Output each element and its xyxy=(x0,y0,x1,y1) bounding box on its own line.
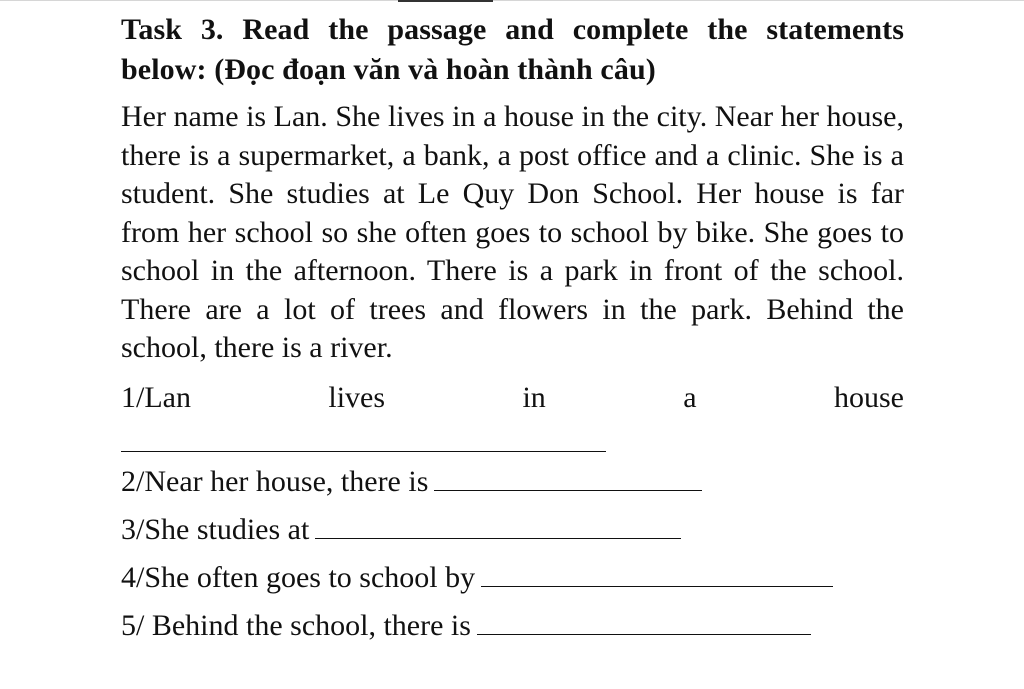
question-5 xyxy=(121,606,904,646)
question-1-word: a xyxy=(683,380,697,414)
question-1-word: 1/Lan xyxy=(121,380,191,414)
question-1-word: house xyxy=(833,380,904,414)
question-3 xyxy=(121,510,904,550)
question-3-answer-blank[interactable] xyxy=(315,514,681,539)
question-2 xyxy=(121,462,904,502)
question-3-prompt: 3/She studies at xyxy=(121,512,310,546)
reading-passage: Her name is Lan. She lives in a house in the city. Near her house, there is a supermarket, a bank, a post office and a clinic. She is a student. She studies at Le Quy Don School. Her house is far from her school so she often goes to school by bike. She goes to school in the afternoon. There is a park in front of the school. There are a lot of trees and flowers in the park. Behind the school, there is a river. xyxy=(121,100,904,364)
question-2-answer-blank[interactable] xyxy=(434,466,702,491)
previous-line-fragment xyxy=(398,0,493,2)
question-1-answer-blank[interactable] xyxy=(121,451,606,452)
question-1 xyxy=(121,378,904,418)
question-5-answer-blank[interactable] xyxy=(477,610,811,635)
worksheet xyxy=(121,10,904,646)
question-5-prompt: 5/ Behind the school, there is xyxy=(121,608,471,642)
question-2-prompt: 2/Near her house, there is xyxy=(121,464,429,498)
question-4 xyxy=(121,558,904,598)
question-4-prompt: 4/She often goes to school by xyxy=(121,560,476,594)
question-1-word: in xyxy=(522,380,546,414)
question-4-answer-blank[interactable] xyxy=(481,562,833,587)
task-title: Task 3. Read the passage and complete the statements below: (Đọc đoạn văn và hoàn thành câu) xyxy=(121,13,904,86)
page-top-divider xyxy=(0,0,1024,1)
question-1-word: lives xyxy=(328,380,386,414)
